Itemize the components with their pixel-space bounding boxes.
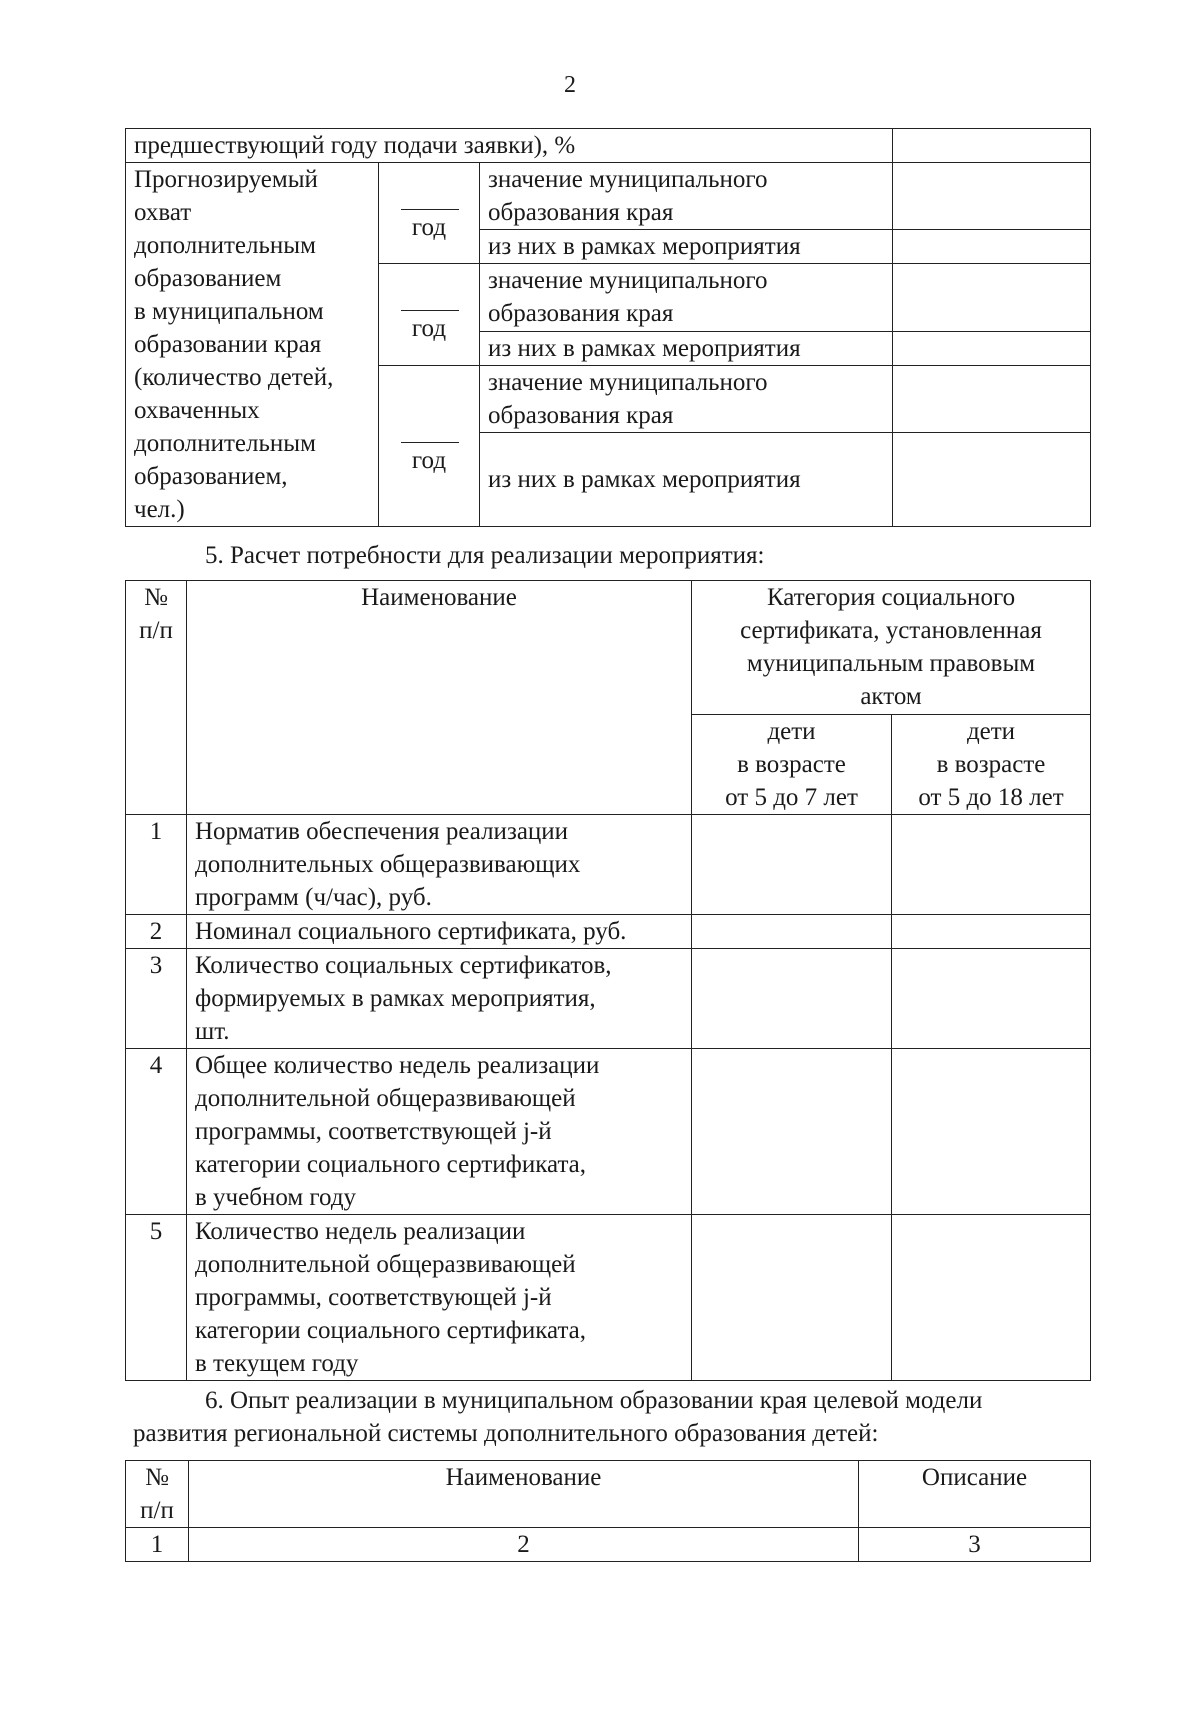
- value-label-2: значение муниципального образования края: [480, 264, 893, 332]
- row-value-5-18: [892, 1215, 1091, 1381]
- page-number: 2: [564, 72, 576, 98]
- col-description-header: Описание: [859, 1461, 1091, 1528]
- row-value-5-18: [892, 815, 1091, 915]
- sub-label-1: из них в рамках мероприятия: [480, 230, 893, 264]
- row-name: Количество социальных сертификатов, формируемых в рамках мероприятия, шт.: [187, 949, 692, 1049]
- row-name: Общее количество недель реализации дополнительной общеразвивающей программы, соответствующей j-й категории социального сертификата, в учебном году: [187, 1049, 692, 1215]
- index-cell: 3: [859, 1528, 1091, 1562]
- col-num-header: № п/п: [126, 1461, 189, 1528]
- index-cell: 2: [189, 1528, 859, 1562]
- row-num: 3: [126, 949, 187, 1049]
- row-value-5-7: [692, 1049, 892, 1215]
- sub-cell-1: [893, 230, 1091, 264]
- row-value-5-7: [692, 815, 892, 915]
- row-value-5-7: [692, 1215, 892, 1381]
- table-row: [126, 915, 1091, 949]
- sub-label-2: из них в рамках мероприятия: [480, 331, 893, 365]
- value-cell-1: [893, 163, 1091, 230]
- col-category-header: Категория социального сертификата, установленная муниципальным правовым актом: [692, 581, 1091, 715]
- sub-cell-2: [893, 331, 1091, 365]
- value-cell-3: [893, 365, 1091, 433]
- row-name: Номинал социального сертификата, руб.: [187, 915, 692, 949]
- section6-heading-line2: развития региональной системы дополнительного образования детей:: [133, 1420, 879, 1447]
- row-name: Норматив обеспечения реализации дополнительных общеразвивающих программ (ч/час), руб.: [187, 815, 692, 915]
- row-num: 2: [126, 915, 187, 949]
- value-label-3: значение муниципального образования края: [480, 365, 893, 433]
- col-num-header: № п/п: [126, 581, 187, 815]
- row-num: 5: [126, 1215, 187, 1381]
- table-row: [126, 1049, 1091, 1215]
- index-cell: 1: [126, 1528, 189, 1562]
- requirements-table: [125, 580, 1091, 1381]
- experience-table: [125, 1460, 1091, 1562]
- top-row-value-cell: [893, 129, 1091, 163]
- coverage-label: Прогнозируемый охват дополнительным образованием в муниципальном образовании края (количество детей, охваченных дополнительным образованием, чел.): [126, 163, 379, 527]
- year-cell-1: год: [379, 163, 480, 264]
- sub-label-3: из них в рамках мероприятия: [480, 433, 893, 527]
- table-row: [126, 1215, 1091, 1381]
- col-name-header: Наименование: [187, 581, 692, 815]
- row-value-5-7: [692, 915, 892, 949]
- sub-cell-3: [893, 433, 1091, 527]
- year-cell-2: год: [379, 264, 480, 366]
- value-cell-2: [893, 264, 1091, 332]
- row-name: Количество недель реализации дополнительной общеразвивающей программы, соответствующей j-й категории социального сертификата, в текущем году: [187, 1215, 692, 1381]
- row-value-5-18: [892, 949, 1091, 1049]
- table-row: [126, 1528, 1091, 1562]
- section5-heading: 5. Расчет потребности для реализации мероприятия:: [205, 542, 765, 569]
- sub-col-5-7-header: дети в возрасте от 5 до 7 лет: [692, 715, 892, 815]
- top-row-text: предшествующий году подачи заявки), %: [126, 129, 893, 163]
- year-cell-3: год: [379, 365, 480, 527]
- row-value-5-18: [892, 1049, 1091, 1215]
- row-value-5-7: [692, 949, 892, 1049]
- coverage-table: [125, 128, 1091, 527]
- row-value-5-18: [892, 915, 1091, 949]
- section6-heading-line1: 6. Опыт реализации в муниципальном образовании края целевой модели: [205, 1387, 983, 1414]
- value-label-1: значение муниципального образования края: [480, 163, 893, 230]
- table-row: [126, 949, 1091, 1049]
- row-num: 1: [126, 815, 187, 915]
- col-name-header: Наименование: [189, 1461, 859, 1528]
- table-row: [126, 815, 1091, 915]
- row-num: 4: [126, 1049, 187, 1215]
- sub-col-5-18-header: дети в возрасте от 5 до 18 лет: [892, 715, 1091, 815]
